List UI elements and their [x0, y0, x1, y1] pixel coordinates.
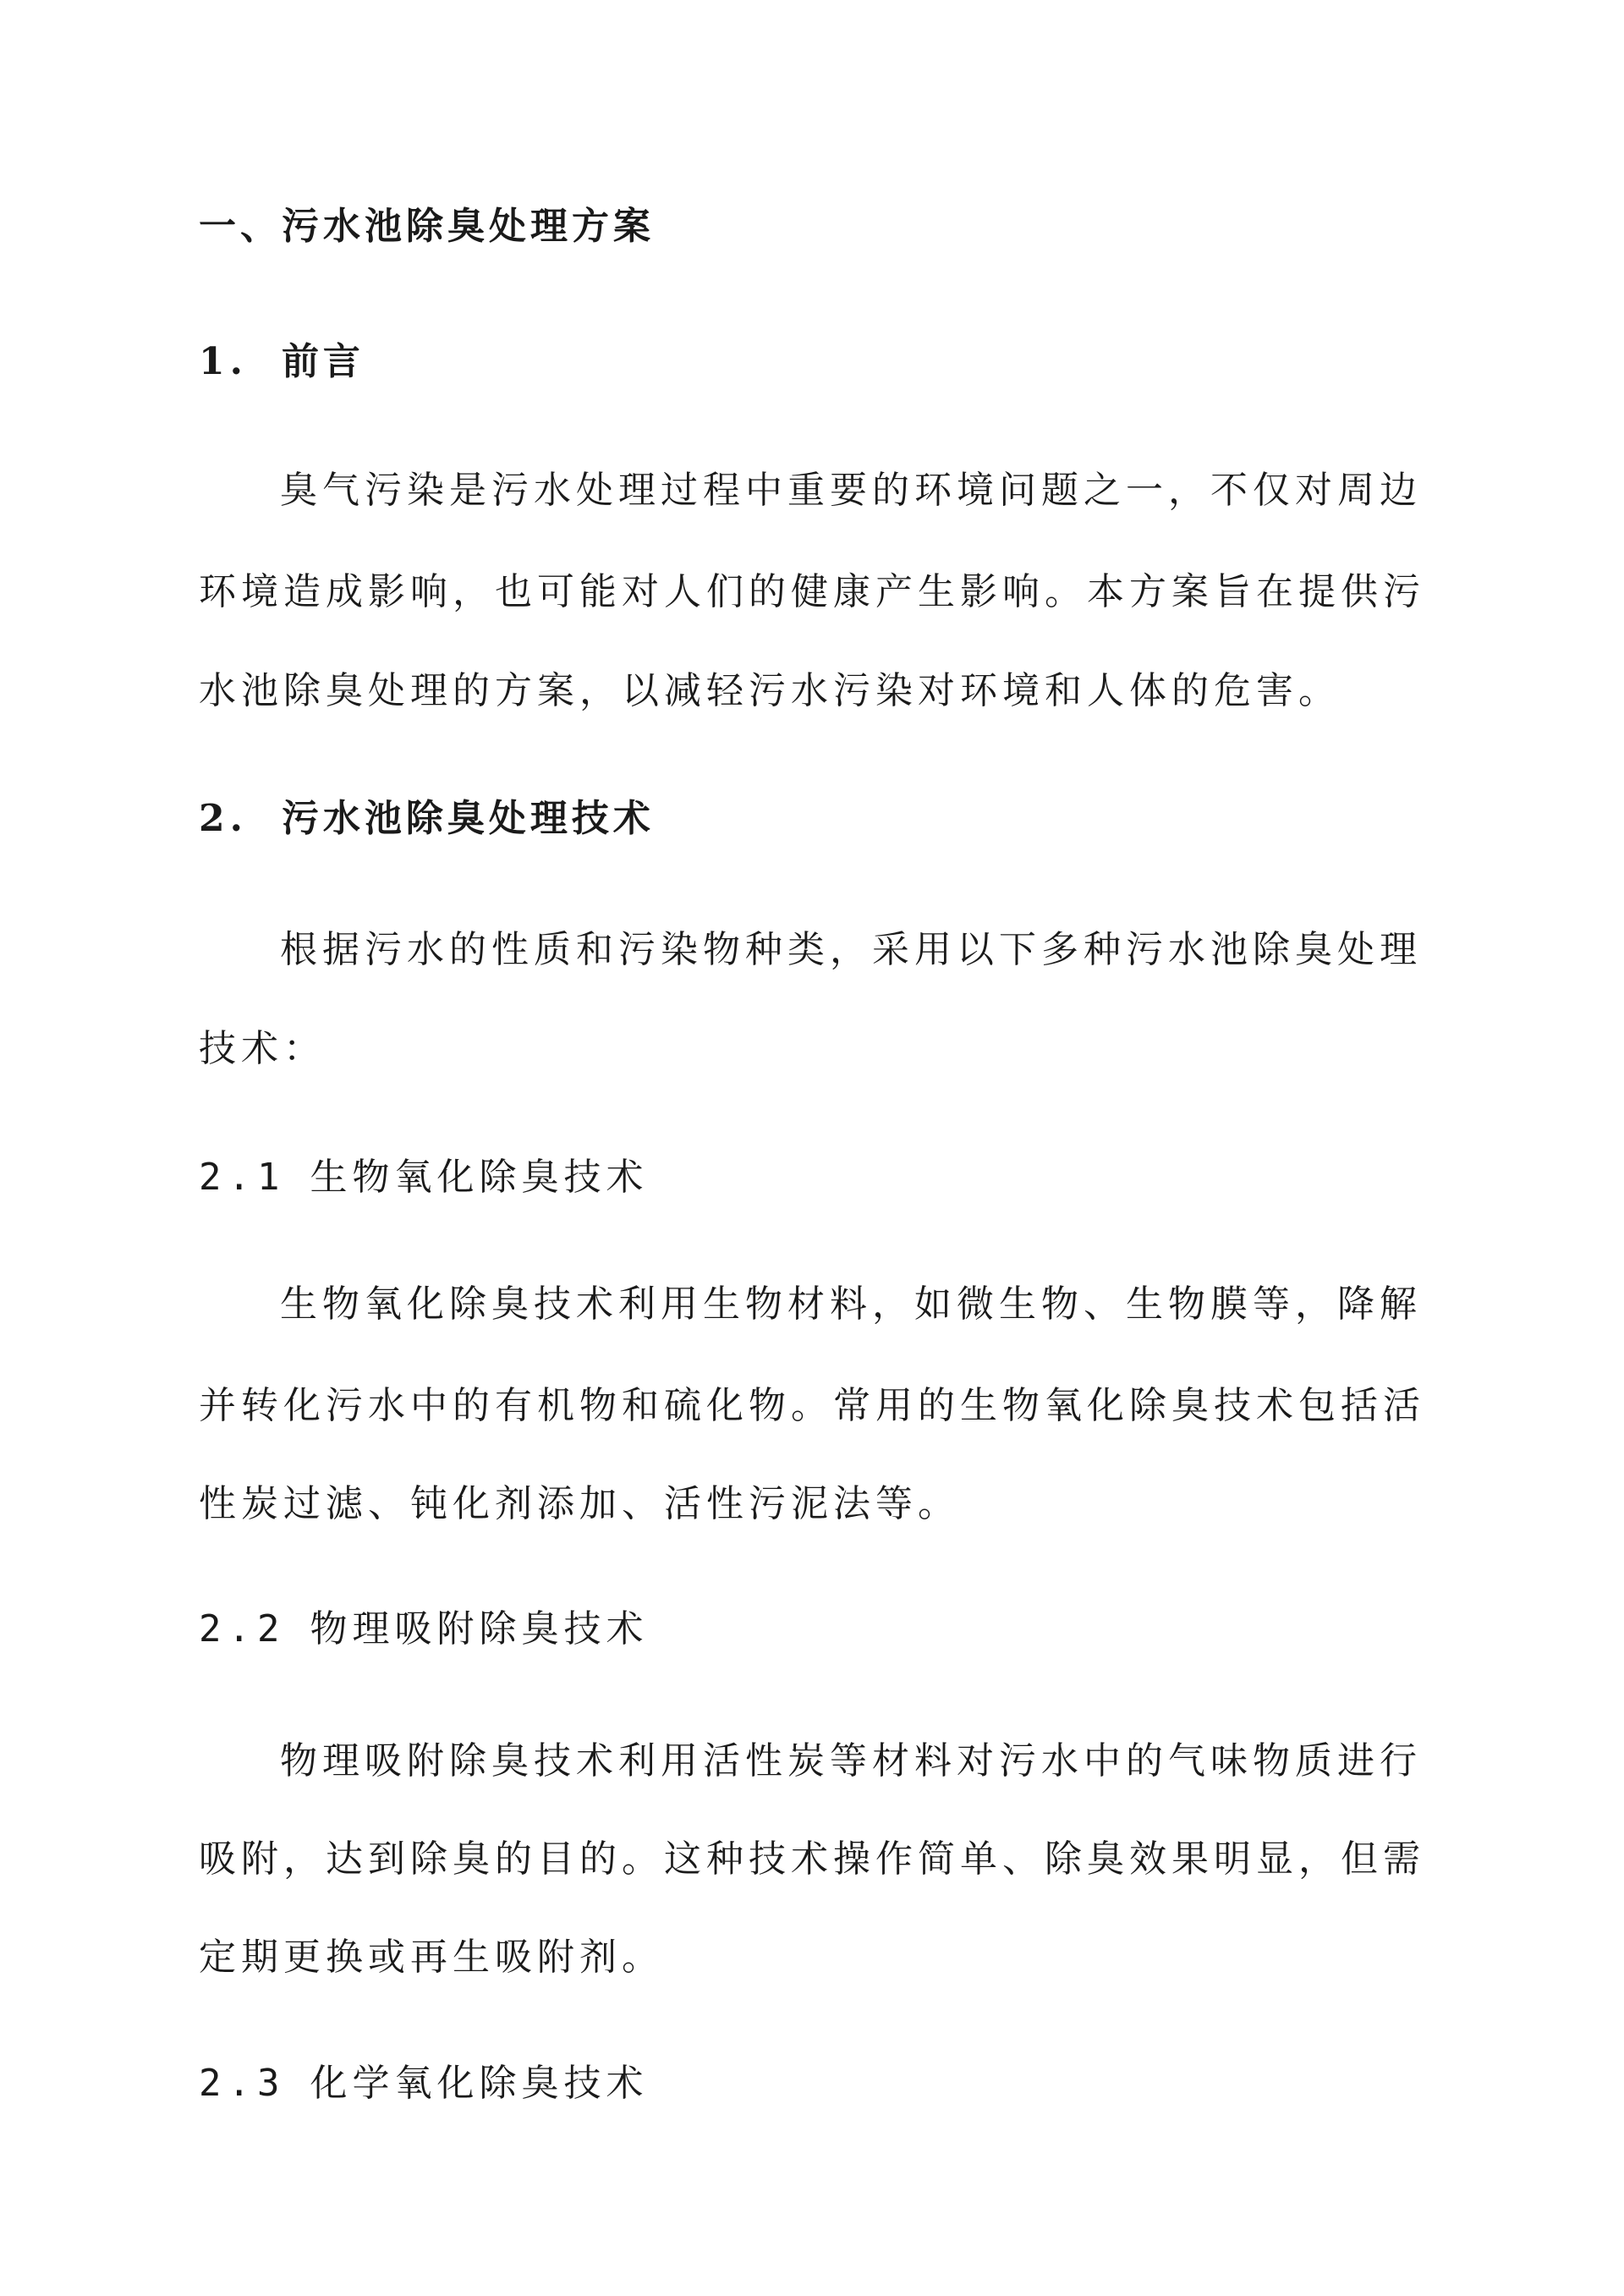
subsection-2-1-heading-text: 生物氧化除臭技术: [310, 1156, 649, 1199]
section-1-paragraph-line: 水池除臭处理的方案，以减轻污水污染对环境和人体的危害。: [199, 669, 1341, 712]
subsection-2-3-heading-text: 化学氧化除臭技术: [310, 2062, 649, 2105]
subsection-2-2-heading-text: 物理吸附除臭技术: [310, 1607, 649, 1651]
section-1-number: 1.: [199, 340, 248, 383]
section-2-paragraph-line: 技术：: [199, 1027, 326, 1070]
subsection-2-1-paragraph-line: 性炭过滤、钝化剂添加、活性污泥法等。: [199, 1482, 960, 1525]
section-1-paragraph-line: 环境造成影响，也可能对人们的健康产生影响。本方案旨在提供污: [199, 570, 1425, 613]
section-1-heading: [199, 337, 1425, 387]
section-2-paragraph-line: 根据污水的性质和污染物种类，采用以下多种污水池除臭处理: [280, 928, 1422, 971]
subsection-2-1-heading: [199, 1152, 1425, 1203]
section-2-heading-text: 污水池除臭处理技术: [281, 797, 655, 840]
subsection-2-3-heading: [199, 2058, 1425, 2109]
section-2-number: 2.: [199, 797, 248, 840]
subsection-2-1-number: 2.1: [199, 1156, 287, 1199]
section-1-paragraph-line: 臭气污染是污水处理过程中重要的环境问题之一，不仅对周边: [280, 469, 1422, 512]
subsection-2-2-heading: [199, 1604, 1425, 1655]
section-2-heading: [199, 794, 1425, 844]
subsection-2-3-number: 2.3: [199, 2062, 287, 2105]
subsection-2-2-paragraph-line: 定期更换或再生吸附剂。: [199, 1936, 664, 1979]
document-title: 一、污水池除臭处理方案: [199, 205, 655, 248]
subsection-2-2-number: 2.2: [199, 1607, 287, 1651]
subsection-2-2-paragraph-line: 吸附，达到除臭的目的。这种技术操作简单、除臭效果明显，但需: [199, 1837, 1425, 1881]
section-1-heading-text: 前言: [281, 340, 365, 383]
subsection-2-1-paragraph-line: 生物氧化除臭技术利用生物材料，如微生物、生物膜等，降解: [280, 1283, 1422, 1326]
subsection-2-1-paragraph-line: 并转化污水中的有机物和硫化物。常用的生物氧化除臭技术包括活: [199, 1384, 1425, 1427]
subsection-2-2-paragraph-line: 物理吸附除臭技术利用活性炭等材料对污水中的气味物质进行: [280, 1739, 1422, 1782]
